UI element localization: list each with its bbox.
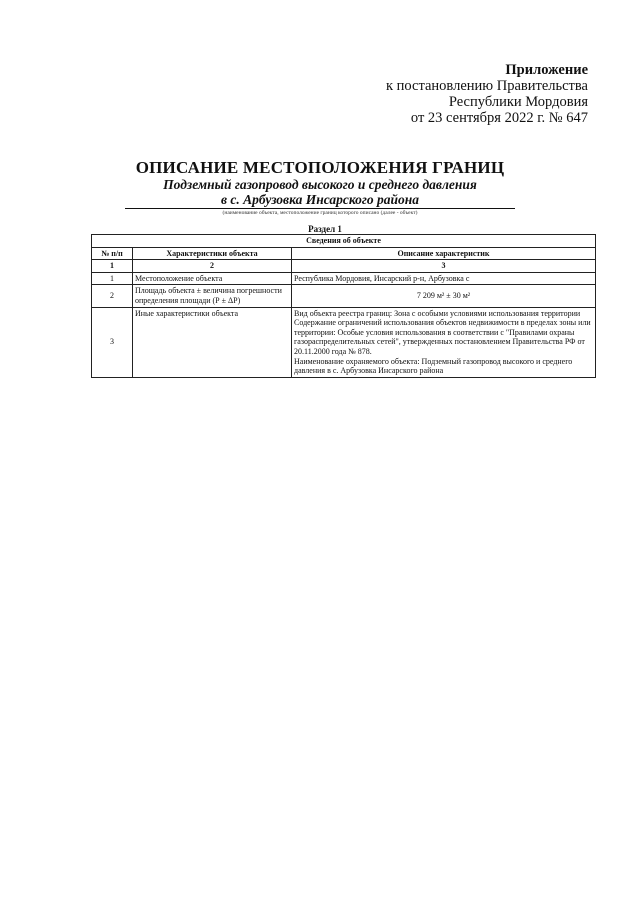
- row-number: 3: [92, 307, 133, 377]
- section-label: Раздел 1: [308, 224, 342, 234]
- appendix-block: [348, 62, 588, 126]
- row-characteristic: Площадь объекта ± величина погрешности определения площади (Р ± ΔР): [133, 285, 292, 307]
- header-description: Описание характеристик: [292, 247, 596, 260]
- row-number: 2: [92, 285, 133, 307]
- table-row: [92, 285, 596, 307]
- object-info-table: [91, 234, 596, 378]
- column-number: 3: [292, 260, 596, 273]
- description-paragraph: Вид объекта реестра границ: Зона с особыми условиями использования территории: [294, 308, 581, 318]
- row-characteristic: Иные характеристики объекта: [133, 307, 292, 377]
- table-header-row: [92, 247, 596, 260]
- row-number: 1: [92, 272, 133, 285]
- table-caption: Сведения об объекте: [92, 235, 596, 248]
- header-number: № п/п: [92, 247, 133, 260]
- document-title: ОПИСАНИЕ МЕСТОПОЛОЖЕНИЯ ГРАНИЦ: [135, 158, 505, 177]
- appendix-line: Республики Мордовия: [448, 94, 588, 110]
- table-row: [92, 307, 596, 377]
- appendix-line: к постановлению Правительства: [386, 78, 588, 94]
- row-characteristic: Местоположение объекта: [133, 272, 292, 285]
- column-number: 1: [92, 260, 133, 273]
- appendix-date-line: от 23 сентября 2022 г. № 647: [410, 110, 588, 126]
- object-name-caption: (наименование объекта, местоположение границ которого описано (далее - объект): [222, 210, 418, 216]
- object-name-line-1: Подземный газопровод высокого и среднего давления: [163, 177, 477, 192]
- underline-divider: [125, 208, 515, 209]
- column-number: 2: [133, 260, 292, 273]
- header-characteristics: Характеристики объекта: [133, 247, 292, 260]
- column-number-row: [92, 260, 596, 273]
- table-row: [92, 272, 596, 285]
- row-description: 7 209 м² ± 30 м²: [292, 285, 596, 307]
- object-name-line-2: в с. Арбузовка Инсарского района: [220, 192, 420, 207]
- description-paragraph: Содержание ограничений использования объектов недвижимости в пределах зоны или территории: Особые условия использования в соответствии с "Правилами охраны газораспределительных сетей", утвержденных постановлением Правительства РФ от 20.11.2000 года № 878.: [294, 318, 591, 356]
- table-caption-row: [92, 235, 596, 248]
- appendix-title: Приложение: [505, 62, 588, 78]
- row-description: Республика Мордовия, Инсарский р-н, Арбузовка с: [292, 272, 596, 285]
- description-paragraph: Наименование охраняемого объекта: Подземный газопровод высокого и среднего давления в с. Арбузовка Инсарского района: [294, 356, 573, 376]
- document-heading: [60, 158, 580, 217]
- row-description: [292, 307, 596, 377]
